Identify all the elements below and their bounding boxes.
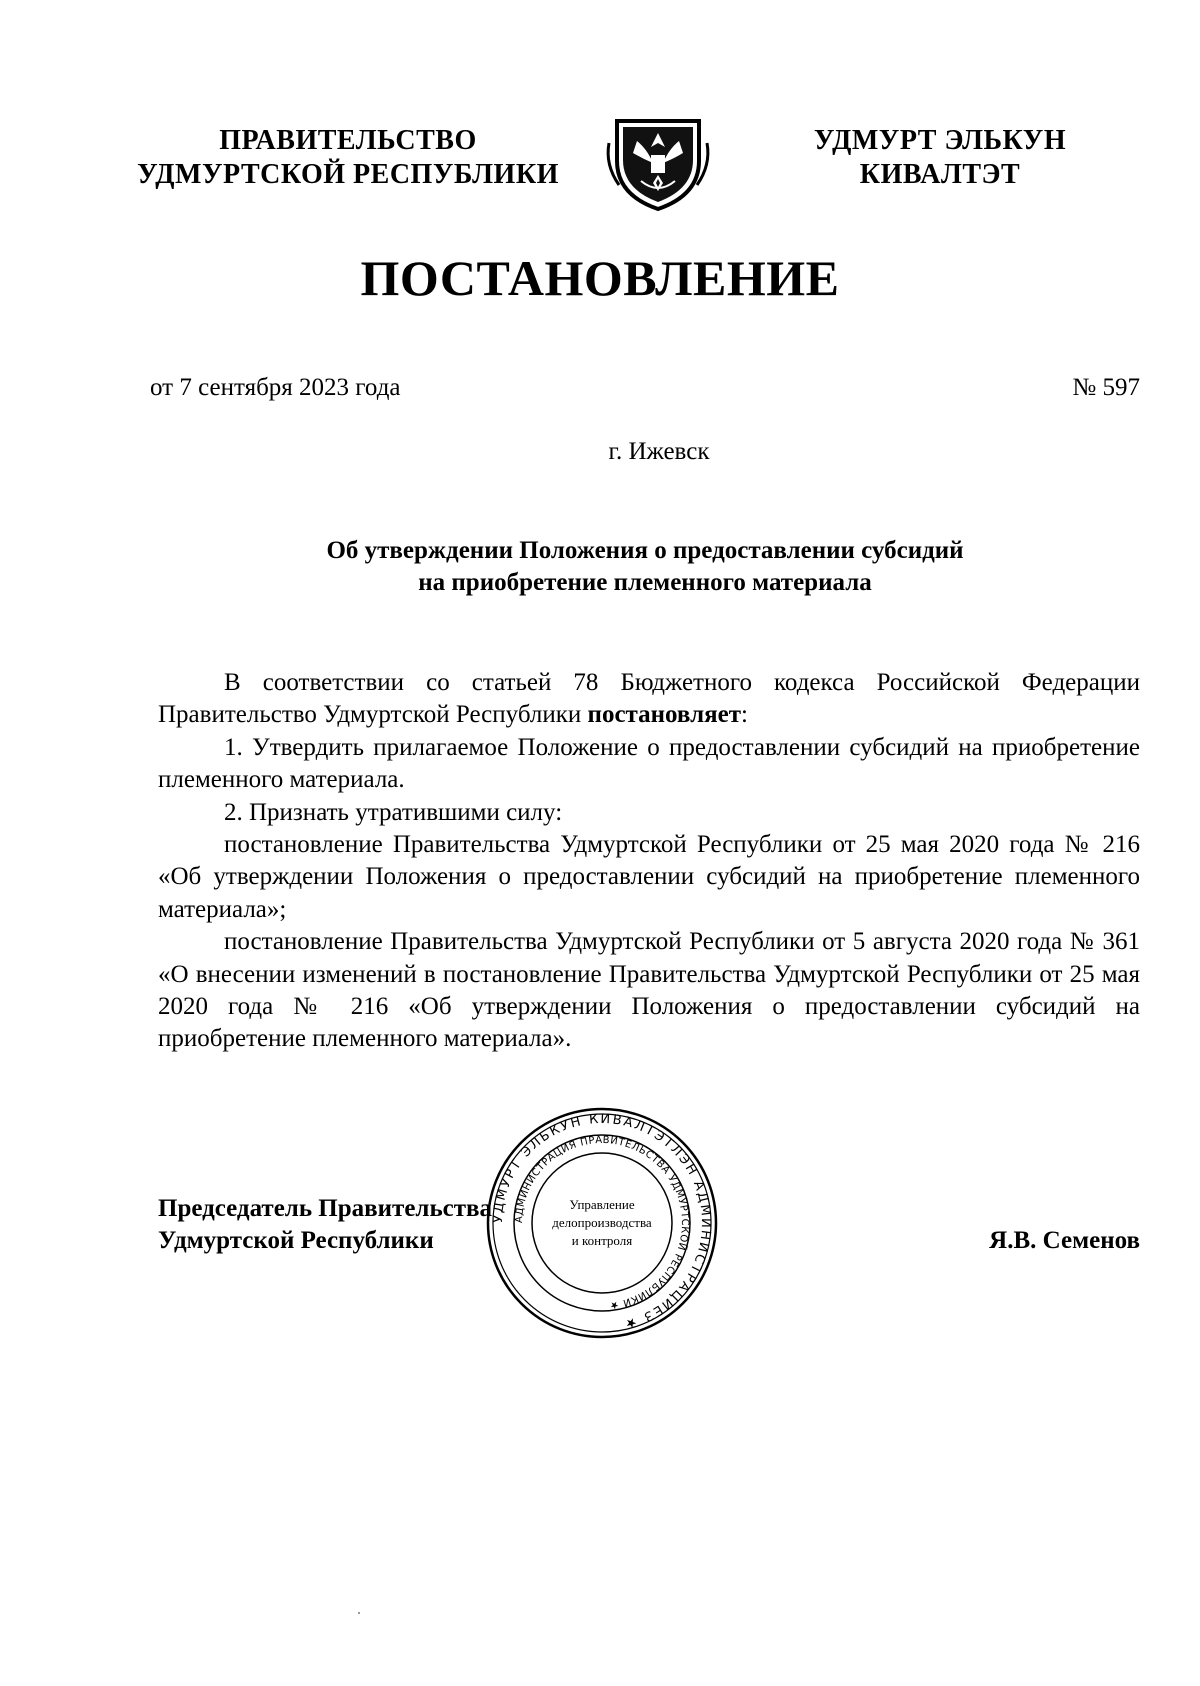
body-paragraph-1-end: : [741, 701, 748, 729]
body-paragraph-1-line-2 [158, 699, 1140, 731]
coat-of-arms-icon [603, 103, 713, 213]
header-right-line-1: УДМУРТ ЭЛЬКУН [813, 125, 1067, 156]
body-paragraph-4: постановление Правительства Удмуртской Республики от 25 мая 2020 года № 216 «Об утверждении Положения о предоставлении субсидий на приобретение племенного материала»; [158, 831, 1140, 923]
seal-stamp [484, 1105, 720, 1341]
signatory-position-line-2: Удмуртской Республики [158, 1227, 434, 1254]
body-paragraph-2: 1. Утвердить прилагаемое Положение о предоставлении субсидий на приобретение племенного материала. [158, 733, 1140, 794]
signatory-position [158, 1193, 492, 1257]
document-body [158, 667, 1140, 1056]
subject-line-2: на приобретение племенного материала [418, 569, 872, 596]
body-paragraph-5: постановление Правительства Удмуртской Республики от 5 августа 2020 года № 361 «О внесении изменений в постановление Правительства Удмуртской Республики от 25 мая 2020 года № 216 «Об утверждении Положения о предоставлении субсидий на приобретение племенного материала». [158, 928, 1140, 1053]
scan-speck [358, 1612, 360, 1614]
signatory-name: Я.В. Семенов [989, 1227, 1140, 1254]
document-city: г. Ижевск [608, 438, 710, 465]
header-left [118, 124, 578, 192]
subject-line-1: Об утверждении Положения о предоставлении субсидий [326, 537, 964, 564]
header-left-line-2: УДМУРТСКОЙ РЕСПУБЛИКИ [137, 159, 559, 190]
signatory-position-line-1: Председатель Правительства [158, 1195, 493, 1222]
svg-text:Управление: Управление [569, 1197, 635, 1212]
body-paragraph-3: 2. Признать утратившими силу: [224, 798, 563, 826]
svg-text:и контроля: и контроля [571, 1233, 633, 1248]
body-paragraph-1-text: Правительство Удмуртской Республики [158, 701, 588, 729]
svg-text:УДМУРТ ЭЛЬКУН КИВАЛТЭТЛЭН АДМИ: УДМУРТ ЭЛЬКУН КИВАЛТЭТЛЭН АДМИНИСТРАЦИЕЗ ★ [490, 1111, 714, 1332]
header-right-line-2: КИВАЛТЭТ [859, 159, 1021, 190]
document-title: ПОСТАНОВЛЕНИЕ [360, 250, 840, 306]
svg-text:АДМИНИСТРАЦИЯ ПРАВИТЕЛЬСТВА УД: АДМИНИСТРАЦИЯ ПРАВИТЕЛЬСТВА УДМУРТСКОЙ РЕСПУБЛИКИ ★ [513, 1134, 691, 1311]
body-paragraph-1-line-1: В соответствии со статьей 78 Бюджетного кодекса Российской Федерации [224, 669, 1140, 696]
svg-text:делопроизводства: делопроизводства [552, 1215, 652, 1230]
body-decree-word: постановляет [587, 701, 742, 729]
document-subject [150, 535, 1140, 599]
document-number: № 597 [1072, 374, 1140, 401]
header-right [770, 124, 1110, 192]
header-left-line-1: ПРАВИТЕЛЬСТВО [219, 125, 477, 156]
document-date: от 7 сентября 2023 года [150, 374, 401, 401]
